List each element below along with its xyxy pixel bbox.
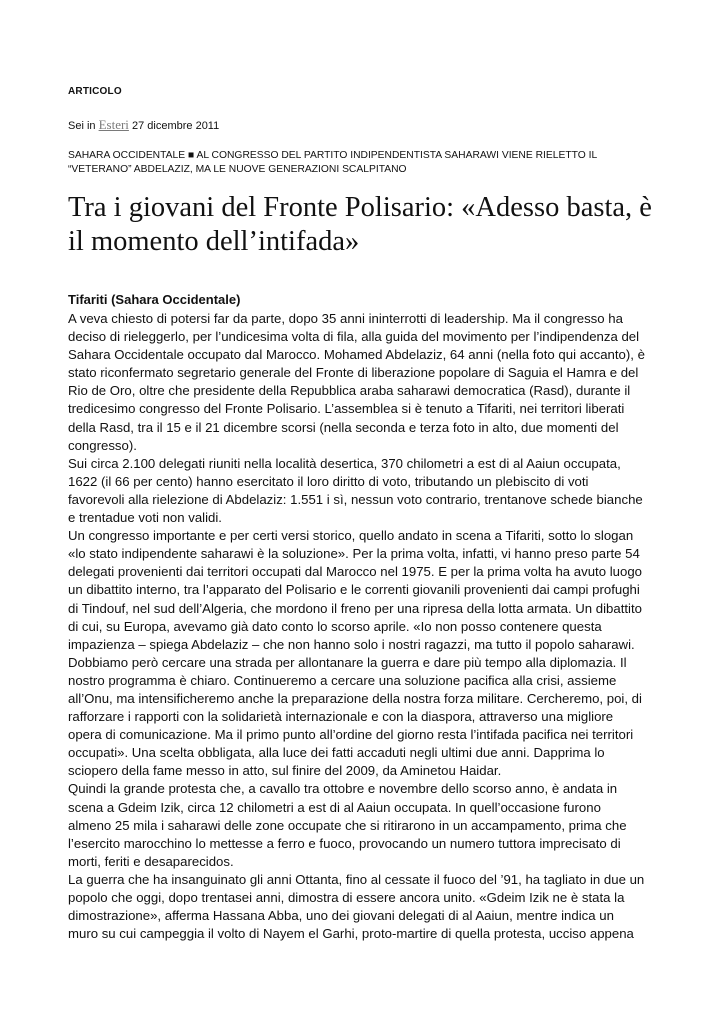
- body-line: Sui circa 2.100 delegati riuniti nella località desertica, 370 chilometri a est di al Aaiun occupata,: [68, 455, 621, 471]
- breadcrumb-link-esteri[interactable]: Esteri: [98, 117, 129, 132]
- body-line: almeno 25 mila i saharawi delle zone occupate che si ritirarono in un accampamento, prima che: [68, 817, 627, 833]
- body-line: di Tindouf, nel sud dell’Algeria, che mordono il freno per una ripresa della lotta armata. Un dibattito: [68, 600, 642, 616]
- body-line: Sahara Occidentale occupato dal Marocco. Mohamed Abdelaziz, 64 anni (nella foto qui accanto), è: [68, 347, 645, 363]
- article-headline: [68, 191, 668, 259]
- body-line: un dibattito interno, tra l’apparato del Polisario e le correnti giovanili provenienti dai campi profughi: [68, 582, 640, 598]
- body-line: l’esercito marocchino lo mettesse a ferro e fuoco, provocando un numero tuttora imprecisato di: [68, 835, 621, 851]
- body-line: deciso di rieleggerlo, per l’undicesima volta di fila, alla guida del movimento per l’indipendenza del: [68, 329, 640, 345]
- body-line: «lo stato indipendente saharawi è la soluzione». Per la prima volta, infatti, vi hanno preso parte 54: [68, 546, 640, 562]
- body-line: A veva chiesto di potersi far da parte, dopo 35 anni ininterrotti di leadership. Ma il congresso ha: [68, 311, 623, 326]
- article-body: [68, 310, 668, 943]
- kicker-line: SAHARA OCCIDENTALE ■ AL CONGRESSO DEL PARTITO INDIPENDENTISTA SAHARAWI VIENE RIELETTO IL: [68, 150, 598, 161]
- body-line: rafforzare i rapporti con la solidarietà internazionale e con la diaspora, attraverso una migliore: [68, 709, 614, 725]
- body-line: muro su cui campeggia il volto di Nayem el Garhi, proto-martire di quella protesta, ucciso appena: [68, 926, 634, 942]
- body-line: stato riconfermato segretario generale del Fronte di liberazione popolare di Saguia el Hamra e del: [68, 365, 639, 381]
- body-line: delegati provenienti dai territori occupati dal Marocco nel 1975. E per la prima volta ha avuto luogo: [68, 564, 642, 580]
- body-line: opera di comunicazione. Ma il primo punto all’ordine del giorno resta l’intifada pacifica nei territori: [68, 727, 634, 743]
- breadcrumb-date: 27 dicembre 2011: [131, 120, 220, 132]
- headline-line: Tra i giovani del Fronte Polisario: «Adesso basta, è: [68, 192, 652, 223]
- body-line: sciopero della fame messo in atto, sul finire del 2009, da Aminetou Haidar.: [68, 763, 502, 779]
- body-line: Quindi la grande protesta che, a cavallo tra ottobre e novembre dello scorso anno, è andata in: [68, 781, 618, 797]
- body-line: popolo che oggi, dopo trentasei anni, dimostra di essere ancora unito. «Gdeim Izik ne è stata la: [68, 890, 625, 905]
- section-label: ARTICOLO: [68, 86, 122, 97]
- body-line: 1622 (il 66 per cento) hanno esercitato il loro diritto di voto, tributando un plebiscito di voti: [68, 473, 589, 489]
- body-line: e trentadue voti non validi.: [68, 510, 222, 526]
- headline-line: il momento dell’intifada»: [68, 226, 360, 257]
- body-line: Un congresso importante e per certi versi storico, quello andato in scena a Tifariti, sotto lo slogan: [68, 528, 634, 544]
- body-line: favorevoli alla rielezione di Abdelaziz: 1.551 i sì, nessun voto contrario, trentanove schede bianche: [68, 491, 643, 507]
- breadcrumb: [68, 117, 219, 133]
- body-line: morti, feriti e desaparecidos.: [68, 853, 234, 869]
- body-line: dimostrazione», afferma Hassana Abba, uno dei giovani delegati di al Aaiun, mentre indica un: [68, 908, 614, 924]
- body-line: Rio de Oro, oltre che presidente della Repubblica araba saharawi democratica (Rasd), durante il: [68, 383, 631, 399]
- body-line: tredicesimo congresso del Fronte Polisario. L’assemblea si è tenuto a Tifariti, nei territori liberati: [68, 401, 625, 417]
- body-line: all’Onu, ma intensificheremo anche la preparazione della nostra forza militare. Cercheremo, poi, di: [68, 690, 642, 706]
- breadcrumb-prefix: Sei in: [68, 120, 96, 132]
- body-line: della Rasd, tra il 15 e il 21 dicembre scorsi (nella seconda e terza foto in alto, due momenti del: [68, 419, 619, 435]
- article-dateline: Tifariti (Sahara Occidentale): [68, 292, 241, 307]
- body-line: scena a Gdeim Izik, circa 12 chilometri a est di al Aaiun occupata. In quell’occasione furono: [68, 799, 601, 815]
- body-line: nostro programma è chiaro. Continueremo a cercare una soluzione pacifica alla crisi, assieme: [68, 672, 617, 688]
- kicker-line: “VETERANO” ABDELAZIZ, MA LE NUOVE GENERAZIONI SCALPITANO: [68, 164, 407, 175]
- body-line: Dobbiamo però cercare una strada per allontanare la guerra e dare più tempo alla diplomazia. Il: [68, 654, 627, 670]
- body-line: La guerra che ha insanguinato gli anni Ottanta, fino al cessate il fuoco del ’91, ha tagliato in due un: [68, 871, 645, 887]
- body-line: congresso).: [68, 437, 137, 453]
- body-line: impazienza – spiega Abdelaziz – che non hanno solo i nostri ragazzi, ma tutto il popolo saharawi.: [68, 636, 635, 652]
- body-line: di cui, su Europa, avevamo già dato conto lo scorso aprile. «Io non posso contenere questa: [68, 618, 602, 634]
- article-kicker: [68, 149, 658, 177]
- body-line: occupati». Una scelta obbligata, alla luce dei fatti accaduti negli ultimi due anni. Dapprima lo: [68, 745, 605, 761]
